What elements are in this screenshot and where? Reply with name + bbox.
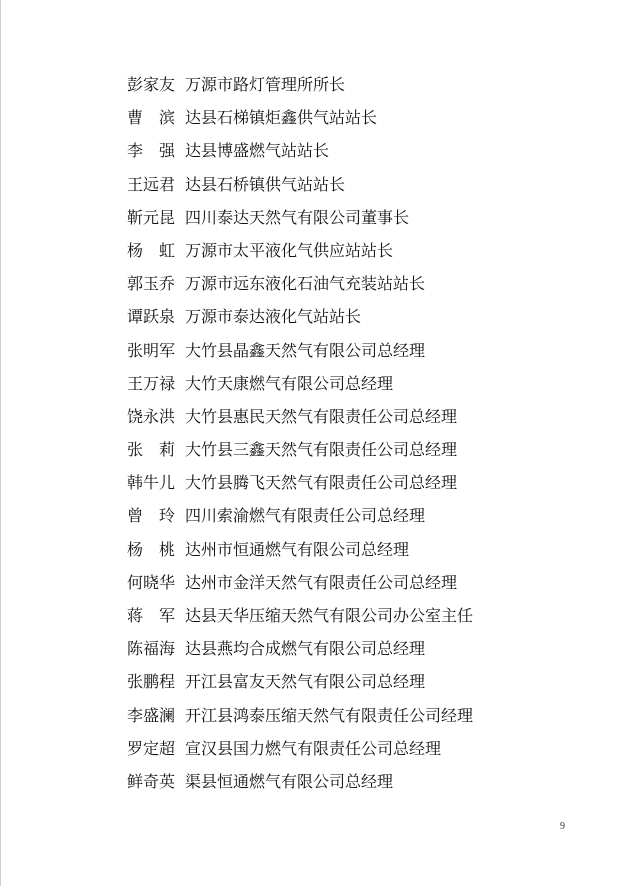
person-name: 陈福海 bbox=[127, 639, 176, 659]
list-item bbox=[127, 737, 473, 770]
person-role: 达县天华压缩天然气有限公司办公室主任 bbox=[185, 606, 474, 625]
person-role: 达县石梯镇炬鑫供气站站长 bbox=[185, 108, 378, 128]
person-role: 开江县鸿泰压缩天然气有限责任公司经理 bbox=[185, 705, 474, 725]
list-item bbox=[127, 471, 473, 504]
list-item bbox=[127, 73, 473, 106]
list-item bbox=[127, 637, 473, 670]
list-item bbox=[127, 704, 473, 737]
person-role: 四川泰达天然气有限公司董事长 bbox=[185, 207, 410, 227]
person-name: 王远君 bbox=[127, 174, 176, 194]
list-item bbox=[127, 272, 473, 305]
person-name: 杨 桃 bbox=[127, 539, 176, 559]
list-item bbox=[127, 538, 473, 571]
person-name: 饶永洪 bbox=[127, 406, 176, 426]
personnel-list bbox=[127, 73, 473, 803]
list-item bbox=[127, 504, 473, 537]
person-role: 万源市太平液化气供应站站长 bbox=[185, 240, 394, 260]
person-role: 万源市远东液化石油气充装站站长 bbox=[185, 274, 426, 294]
list-item bbox=[127, 173, 473, 206]
person-name: 张鹏程 bbox=[127, 672, 176, 692]
person-role: 开江县富友天然气有限公司总经理 bbox=[185, 672, 426, 692]
person-name: 张明军 bbox=[127, 340, 176, 360]
list-item bbox=[127, 670, 473, 703]
person-name: 靳元昆 bbox=[127, 207, 176, 227]
list-item bbox=[127, 106, 473, 139]
person-role: 达县燕均合成燃气有限公司总经理 bbox=[185, 639, 426, 659]
person-role: 万源市路灯管理所所长 bbox=[185, 75, 346, 94]
person-role: 大竹县三鑫天然气有限责任公司总经理 bbox=[185, 440, 458, 460]
list-item bbox=[127, 438, 473, 471]
person-name: 蒋 军 bbox=[127, 606, 176, 625]
person-role: 达县石桥镇供气站站长 bbox=[185, 174, 346, 194]
page-edge bbox=[0, 0, 1, 886]
person-name: 张 莉 bbox=[127, 440, 176, 460]
person-role: 达州市金洋天然气有限责任公司总经理 bbox=[185, 572, 458, 592]
person-name: 韩牛儿 bbox=[127, 473, 176, 493]
person-role: 大竹县晶鑫天然气有限公司总经理 bbox=[185, 340, 426, 360]
list-item bbox=[127, 139, 473, 172]
list-item bbox=[127, 305, 473, 338]
person-role: 达州市恒通燃气有限公司总经理 bbox=[185, 539, 410, 559]
person-role: 大竹县腾飞天然气有限责任公司总经理 bbox=[185, 473, 458, 493]
person-name: 鲜奇英 bbox=[127, 771, 176, 791]
page-number: 9 bbox=[560, 821, 565, 832]
person-name: 郭玉乔 bbox=[127, 274, 176, 294]
list-item bbox=[127, 571, 473, 604]
person-role: 万源市泰达液化气站站长 bbox=[185, 307, 362, 327]
person-role: 宣汉县国力燃气有限责任公司总经理 bbox=[185, 738, 442, 758]
person-name: 曹 滨 bbox=[127, 108, 176, 128]
person-name: 彭家友 bbox=[127, 75, 176, 94]
person-name: 罗定超 bbox=[127, 738, 176, 758]
list-item bbox=[127, 239, 473, 272]
person-name: 李盛澜 bbox=[127, 705, 176, 725]
list-item bbox=[127, 604, 473, 637]
list-item bbox=[127, 206, 473, 239]
list-item bbox=[127, 372, 473, 405]
person-role: 大竹天康燃气有限公司总经理 bbox=[185, 373, 394, 393]
person-role: 达县博盛燃气站站长 bbox=[185, 141, 330, 161]
person-name: 王万禄 bbox=[127, 373, 176, 393]
person-role: 渠县恒通燃气有限公司总经理 bbox=[185, 771, 394, 791]
person-name: 曾 玲 bbox=[127, 506, 176, 526]
list-item bbox=[127, 339, 473, 372]
person-name: 李 强 bbox=[127, 141, 176, 161]
list-item bbox=[127, 405, 473, 438]
person-role: 大竹县惠民天然气有限责任公司总经理 bbox=[185, 406, 458, 426]
list-item bbox=[127, 770, 473, 803]
person-name: 杨 虹 bbox=[127, 240, 176, 260]
person-role: 四川索渝燃气有限责任公司总经理 bbox=[185, 506, 426, 526]
person-name: 何晓华 bbox=[127, 572, 176, 592]
person-name: 谭跃泉 bbox=[127, 307, 176, 327]
